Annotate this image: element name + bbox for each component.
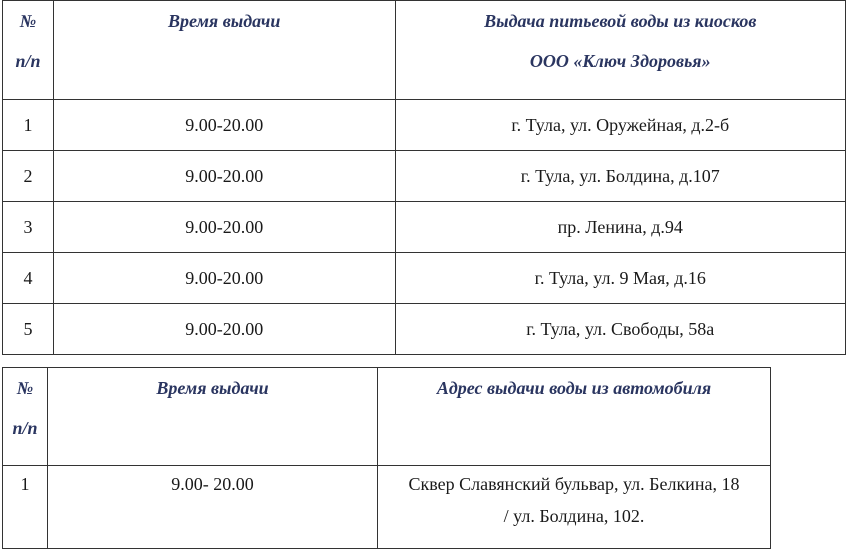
header-time: Время выдачи: [53, 1, 395, 100]
table-row: [3, 466, 771, 549]
header-number-pp: п/п: [15, 51, 41, 71]
row-time: 9.00-20.00: [53, 151, 395, 202]
table-row: [3, 202, 846, 253]
row-time: 9.00-20.00: [53, 304, 395, 355]
row-time: 9.00-20.00: [53, 202, 395, 253]
table-header-row: [3, 1, 846, 100]
header-vehicle-place: Адрес выдачи воды из автомобиля: [378, 368, 771, 466]
header-number-pp: п/п: [12, 418, 38, 438]
row-address: г. Тула, ул. 9 Мая, д.16: [395, 253, 845, 304]
row-number: 1: [3, 100, 54, 151]
table-row: [3, 100, 846, 151]
row-time: 9.00-20.00: [53, 253, 395, 304]
table-row: [3, 304, 846, 355]
row-address: г. Тула, ул. Свободы, 58а: [395, 304, 845, 355]
header-number: [3, 1, 54, 100]
row-number: 3: [3, 202, 54, 253]
row-address-line2: / ул. Болдина, 102.: [503, 506, 645, 526]
header-number: [3, 368, 48, 466]
header-kiosk-place: [395, 1, 845, 100]
row-number: 1: [3, 466, 48, 549]
table-header-row: [3, 368, 771, 466]
kiosk-water-table: [2, 0, 846, 355]
row-number: 5: [3, 304, 54, 355]
table-row: [3, 253, 846, 304]
row-time: 9.00-20.00: [53, 100, 395, 151]
row-address: пр. Ленина, д.94: [395, 202, 845, 253]
row-address-line1: Сквер Славянский бульвар, ул. Белкина, 18: [408, 474, 740, 494]
row-time: 9.00- 20.00: [48, 466, 378, 549]
row-address: [378, 466, 771, 549]
header-number-sign: №: [16, 378, 34, 398]
row-number: 2: [3, 151, 54, 202]
header-kiosk-line2: ООО «Ключ Здоровья»: [529, 51, 711, 71]
row-number: 4: [3, 253, 54, 304]
table-row: [3, 151, 846, 202]
vehicle-water-table: [2, 367, 771, 549]
row-address: г. Тула, ул. Оружейная, д.2-б: [395, 100, 845, 151]
header-number-sign: №: [19, 11, 37, 31]
header-kiosk-line1: Выдача питьевой воды из киосков: [484, 11, 757, 31]
row-address: г. Тула, ул. Болдина, д.107: [395, 151, 845, 202]
header-time: Время выдачи: [48, 368, 378, 466]
